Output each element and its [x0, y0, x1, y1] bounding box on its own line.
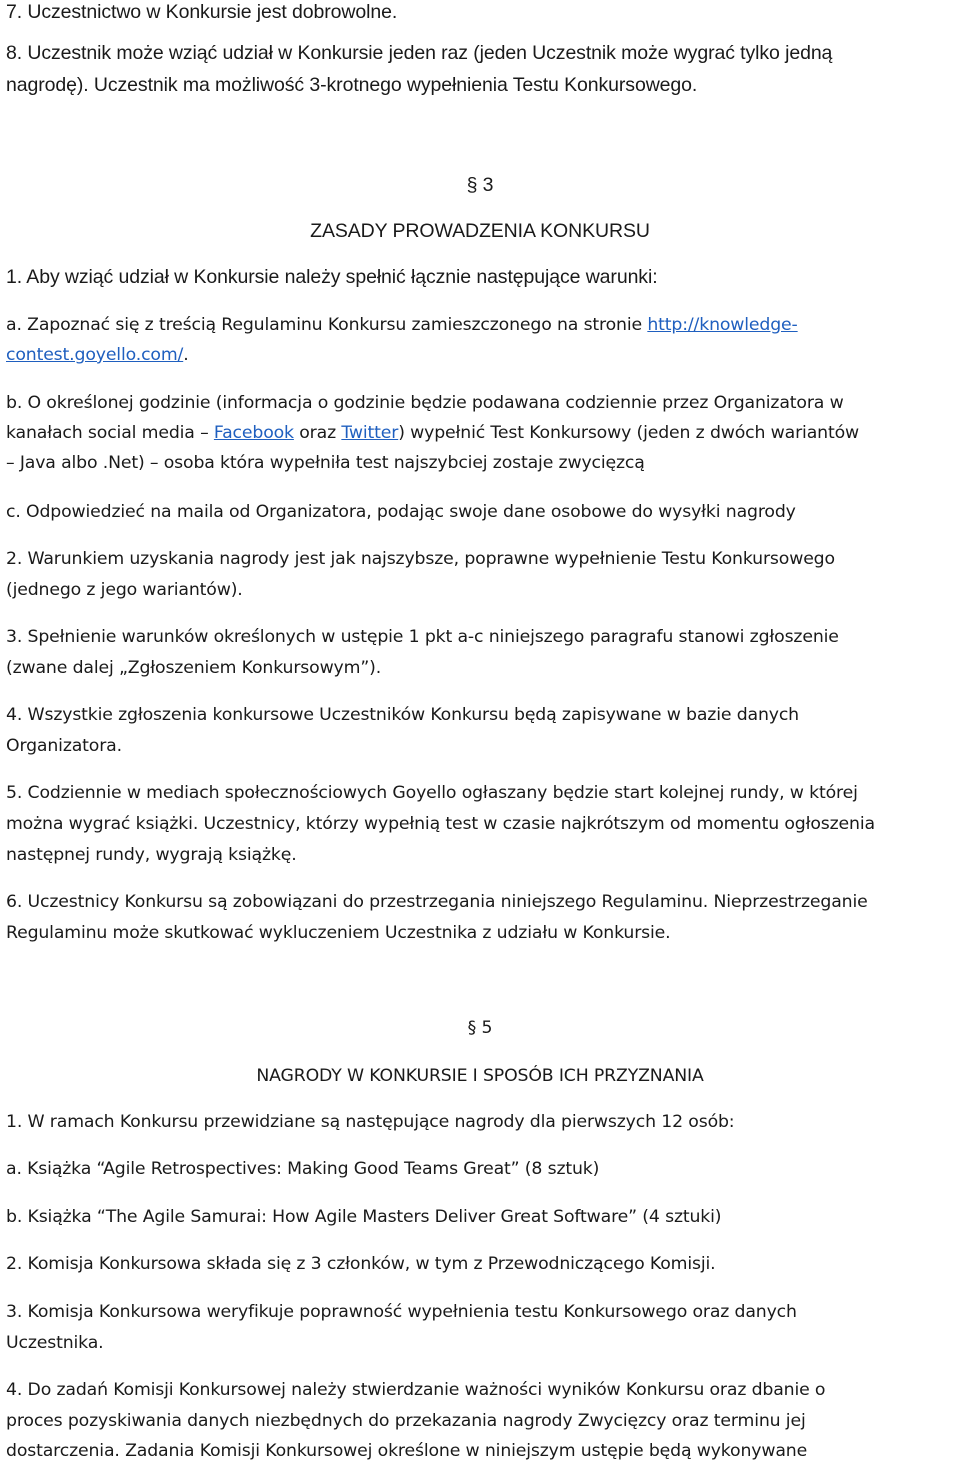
- section-3-paragraph-6-line-1: 6. Uczestnicy Konkursu są zobowiązani do przestrzegania niniejszego Regulaminu. Nieprzestrzeganie: [6, 892, 868, 912]
- section-3-paragraph-4-line-1: 4. Wszystkie zgłoszenia konkursowe Uczestników Konkursu będą zapisywane w bazie danych: [6, 705, 799, 725]
- section-3-paragraph-3-line-1: 3. Spełnienie warunków określonych w ustępie 1 pkt a-c niniejszego paragrafu stanowi zgłoszenie: [6, 627, 839, 647]
- paragraph-7: 7. Uczestnictwo w Konkursie jest dobrowolne.: [6, 1, 398, 23]
- facebook-link[interactable]: Facebook: [213, 423, 294, 443]
- section-5-paragraph-3-line-2: Uczestnika.: [6, 1333, 104, 1353]
- prize-b: b. Książka “The Agile Samurai: How Agile Masters Deliver Great Software” (4 sztuki): [6, 1207, 722, 1227]
- section-3-paragraph-3-line-2: (zwane dalej „Zgłoszeniem Konkursowym”).: [6, 658, 382, 678]
- paragraph-8-line-1: 8. Uczestnik może wziąć udział w Konkursie jeden raz (jeden Uczestnik może wygrać tylko jedną: [6, 42, 833, 64]
- section-3-number: § 3: [466, 174, 494, 196]
- prize-a: a. Książka “Agile Retrospectives: Making Good Teams Great” (8 sztuk): [6, 1159, 600, 1179]
- condition-a-end: .: [183, 345, 189, 365]
- condition-a-line-2: [6, 343, 189, 367]
- condition-b-line-3: – Java albo .Net) – osoba która wypełniła test najszybciej zostaje zwycięzcą: [6, 453, 645, 473]
- section-5-paragraph-4-line-1: 4. Do zadań Komisji Konkursowej należy stwierdzanie ważności wyników Konkursu oraz dbanie o: [6, 1380, 826, 1400]
- condition-b-line-2: [6, 421, 859, 445]
- section-3-paragraph-2-line-2: (jednego z jego wariantów).: [6, 580, 243, 600]
- section-5-paragraph-4-line-2: proces pozyskiwania danych niezbędnych do przekazania nagrody Zwycięzcy oraz terminu jej: [6, 1411, 806, 1431]
- paragraph-8-line-2: nagrodę). Uczestnik ma możliwość 3-krotnego wypełnienia Testu Konkursowego.: [6, 74, 698, 96]
- regulations-link-part-2[interactable]: contest.goyello.com/: [6, 345, 184, 365]
- condition-a-text: a. Zapoznać się z treścią Regulaminu Konkursu zamieszczonego na stronie: [6, 315, 648, 335]
- section-3-paragraph-4-line-2: Organizatora.: [6, 736, 122, 756]
- section-5-paragraph-1: 1. W ramach Konkursu przewidziane są następujące nagrody dla pierwszych 12 osób:: [6, 1112, 735, 1132]
- condition-b-post: ) wypełnić Test Konkursowy (jeden z dwóch wariantów: [398, 423, 859, 443]
- section-5-number: § 5: [467, 1018, 493, 1038]
- section-3-paragraph-6-line-2: Regulaminu może skutkować wykluczeniem Uczestnika z udziału w Konkursie.: [6, 923, 671, 943]
- twitter-link[interactable]: Twitter: [341, 423, 399, 443]
- condition-a-line-1: [6, 313, 798, 337]
- condition-c: c. Odpowiedzieć na maila od Organizatora, podając swoje dane osobowe do wysyłki nagrody: [6, 502, 796, 522]
- section-5-paragraph-2: 2. Komisja Konkursowa składa się z 3 członków, w tym z Przewodniczącego Komisji.: [6, 1254, 716, 1274]
- condition-b-oraz: oraz: [293, 423, 342, 443]
- section-3-paragraph-2-line-1: 2. Warunkiem uzyskania nagrody jest jak najszybsze, poprawne wypełnienie Testu Konkursowego: [6, 549, 835, 569]
- section-5-paragraph-3-line-1: 3. Komisja Konkursowa weryfikuje poprawność wypełnienia testu Konkursowego oraz danych: [6, 1302, 797, 1322]
- section-3-title: ZASADY PROWADZENIA KONKURSU: [310, 220, 650, 242]
- regulations-link-part-1[interactable]: http://knowledge-: [647, 315, 798, 335]
- section-3-paragraph-5-line-2: można wygrać książki. Uczestnicy, którzy wypełnią test w czasie najkrótszym od momentu ogłoszenia: [6, 814, 875, 834]
- section-3-paragraph-5-line-3: następnej rundy, wygrają książkę.: [6, 845, 297, 865]
- condition-b-pre: kanałach social media –: [6, 423, 214, 443]
- section-5-paragraph-4-line-3: dostarczenia. Zadania Komisji Konkursowej określone w niniejszym ustępie będą wykonywane: [6, 1441, 808, 1461]
- section-3-paragraph-5-line-1: 5. Codziennie w mediach społecznościowych Goyello ogłaszany będzie start kolejnej rundy, w której: [6, 783, 858, 803]
- section-5-title: NAGRODY W KONKURSIE I SPOSÓB ICH PRZYZNANIA: [256, 1066, 704, 1086]
- condition-b-line-1: b. O określonej godzinie (informacja o godzinie będzie podawana codziennie przez Organizatora w: [6, 393, 844, 413]
- section-3-paragraph-1: 1. Aby wziąć udział w Konkursie należy spełnić łącznie następujące warunki:: [6, 266, 658, 288]
